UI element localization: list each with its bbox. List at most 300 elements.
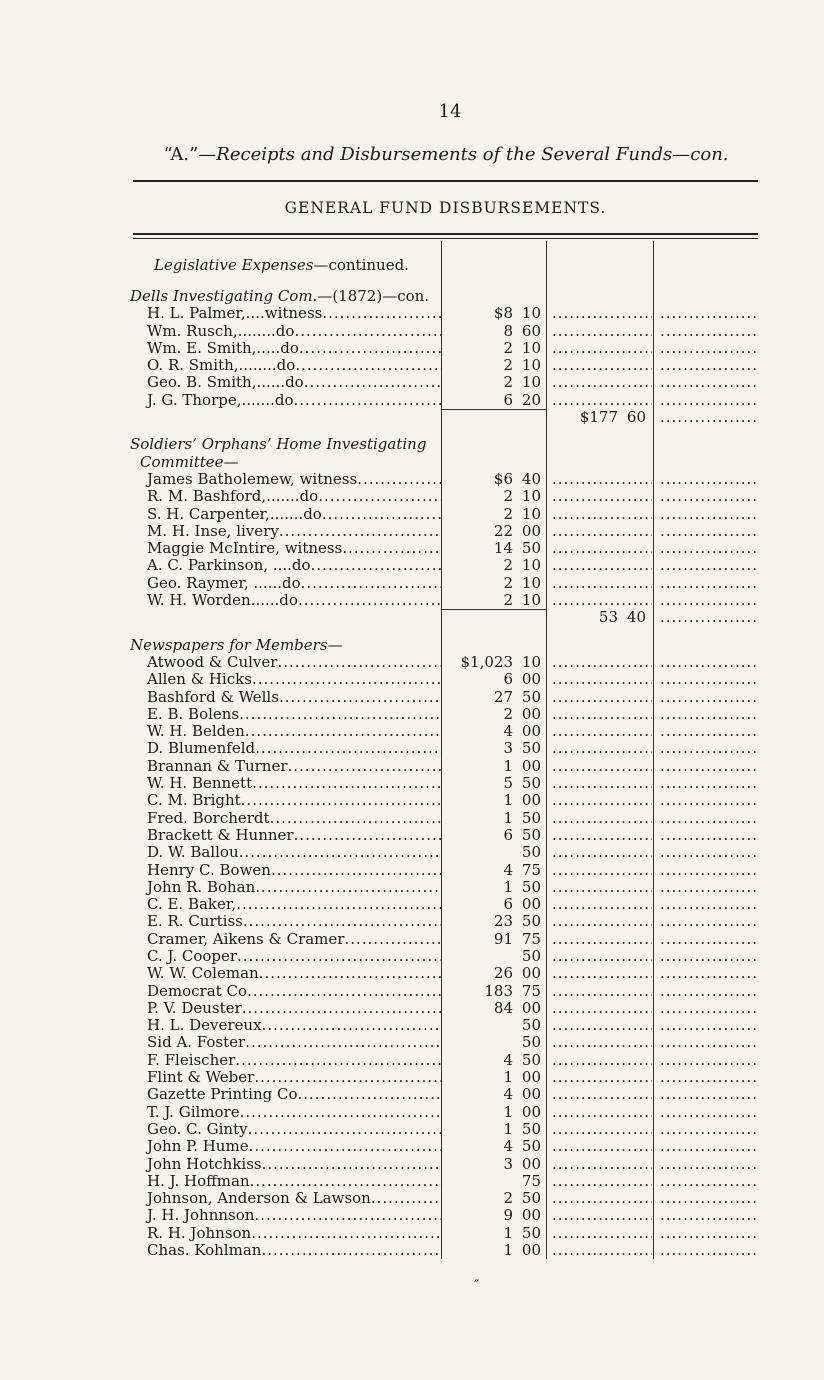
leader-dots — [235, 1052, 442, 1069]
leader-dots — [657, 540, 757, 557]
entry-label — [130, 1000, 442, 1017]
entry-amount — [445, 1156, 541, 1173]
entry-amount — [445, 965, 541, 982]
leader-dots — [657, 357, 757, 374]
entry-amount — [445, 775, 541, 792]
group-title-cell-3 — [657, 637, 757, 654]
leader-dots — [657, 1242, 757, 1259]
entry-name: E. B. Bolens — [147, 705, 240, 723]
entry-dollars: 2 — [503, 505, 513, 523]
entry-amount — [445, 1017, 541, 1034]
table-row-cell-2 — [549, 575, 652, 592]
table-row-cell-1 — [445, 706, 541, 723]
entry-amount — [445, 862, 541, 879]
entry-dollars: 1 — [503, 1069, 513, 1087]
table-row-cell-2 — [549, 827, 652, 844]
entry-name: R. H. Johnson — [147, 1224, 252, 1242]
spacer-cell-1 — [445, 426, 541, 436]
leader-dots — [657, 758, 757, 775]
table-row-cell-3 — [657, 983, 757, 1000]
spacer-cell-3 — [657, 426, 757, 436]
leader-dots — [657, 340, 757, 357]
table-row-cell-2 — [549, 488, 652, 505]
entry-label — [130, 374, 442, 391]
entry-dollars: 23 — [493, 913, 513, 931]
entry-amount — [445, 523, 541, 540]
table-row-cell-0 — [130, 323, 442, 340]
entry-label — [130, 931, 442, 948]
entry-name: Maggie McIntire, witness — [147, 540, 343, 558]
entry-label — [130, 844, 442, 861]
entry-dollars: 6 — [503, 671, 513, 689]
table-row-cell-0 — [130, 592, 442, 609]
table-row-cell-3 — [657, 575, 757, 592]
entry-amount — [445, 1190, 541, 1207]
entry-dollars: 6 — [503, 896, 513, 914]
leader-dots — [549, 792, 652, 809]
leader-dots — [549, 862, 652, 879]
table-row-cell-1 — [445, 1017, 541, 1034]
group-total-cell-0 — [130, 609, 442, 626]
entry-label — [130, 1069, 442, 1086]
leader-dots — [657, 965, 757, 982]
group-title-line2-cell-1 — [445, 454, 541, 471]
entry-cents: 00 — [521, 1155, 541, 1173]
entry-label — [130, 540, 442, 557]
table-row-cell-0 — [130, 758, 442, 775]
table-row-cell-2 — [549, 1104, 652, 1121]
entry-amount — [445, 983, 541, 1000]
spacer-cell-3 — [657, 278, 757, 288]
entry-cents: 00 — [521, 1242, 541, 1260]
table-row-cell-0 — [130, 1225, 442, 1242]
table-row-cell-1 — [445, 810, 541, 827]
entry-name: M. H. Inse, livery — [147, 522, 279, 540]
table-row-cell-0 — [130, 1000, 442, 1017]
entry-amount — [445, 810, 541, 827]
entry-dollars: 2 — [503, 592, 513, 610]
entry-name: Sid A. Foster — [147, 1034, 246, 1052]
leader-dots — [657, 810, 757, 827]
group-title-cell-0 — [130, 288, 442, 305]
table-row-cell-1 — [445, 913, 541, 930]
leader-dots — [294, 827, 442, 844]
leader-dots — [549, 1017, 652, 1034]
entry-dollars: 2 — [503, 339, 513, 357]
table-row-cell-0 — [130, 896, 442, 913]
table-row-cell-1 — [445, 792, 541, 809]
table-row-cell-3 — [657, 948, 757, 965]
leader-dots — [657, 896, 757, 913]
entry-cents: 50 — [521, 775, 541, 793]
leader-dots — [549, 1121, 652, 1138]
leader-dots — [344, 931, 442, 948]
leader-dots — [549, 1156, 652, 1173]
entry-dollars: 27 — [493, 688, 513, 706]
entry-name: E. R. Curtiss — [147, 913, 243, 931]
entry-name: C. M. Bright — [147, 792, 241, 810]
leader-dots — [657, 592, 757, 609]
leader-dots — [549, 740, 652, 757]
group-title-cell-3 — [657, 288, 757, 305]
entry-dollars: 91 — [493, 930, 513, 948]
leader-dots — [657, 1017, 757, 1034]
entry-name: O. R. Smith,........do — [147, 357, 296, 375]
entry-amount — [445, 488, 541, 505]
entry-label — [130, 983, 442, 1000]
entry-name: H. L. Devereux — [147, 1017, 262, 1035]
entry-dollars: 2 — [503, 488, 513, 506]
entry-cents: 50 — [521, 1190, 541, 1208]
table-row-cell-2 — [549, 862, 652, 879]
entry-label — [130, 1052, 442, 1069]
entry-cents: 00 — [521, 522, 541, 540]
entry-label — [130, 654, 442, 671]
leader-dots — [657, 305, 757, 322]
group-title-text: Newspapers for Members— — [130, 636, 343, 654]
entry-name: Geo. C. Ginty — [147, 1120, 248, 1138]
leader-dots — [240, 1104, 442, 1121]
entry-dollars: 4 — [503, 1138, 513, 1156]
leader-dots — [245, 1034, 442, 1051]
entry-dollars: 1 — [503, 1224, 513, 1242]
leader-dots — [279, 689, 442, 706]
table-row-cell-0 — [130, 862, 442, 879]
table-row-cell-2 — [549, 844, 652, 861]
entry-label — [130, 357, 442, 374]
entry-cents: 50 — [521, 878, 541, 896]
table-row-cell-3 — [657, 827, 757, 844]
entry-name: Wm. E. Smith,.....do — [147, 339, 299, 357]
entry-cents: 00 — [521, 1069, 541, 1087]
entry-label — [130, 758, 442, 775]
table-row-cell-0 — [130, 810, 442, 827]
table-row-cell-1 — [445, 471, 541, 488]
entry-label — [130, 471, 442, 488]
table-row-cell-0 — [130, 374, 442, 391]
entry-dollars: 26 — [493, 965, 513, 983]
group-title-line2-cell-0 — [130, 454, 442, 471]
table-row-cell-0 — [130, 1086, 442, 1103]
table-row-cell-2 — [549, 523, 652, 540]
entry-name: W. H. Bennett — [147, 775, 253, 793]
table-row-cell-0 — [130, 775, 442, 792]
entry-name: D. Blumenfeld — [147, 740, 256, 758]
leader-dots — [311, 557, 442, 574]
table-row-cell-0 — [130, 523, 442, 540]
entry-cents: 10 — [521, 374, 541, 392]
table-row-cell-0 — [130, 723, 442, 740]
running-title-prefix: “A.”— — [163, 144, 217, 165]
leader-dots — [657, 931, 757, 948]
entry-amount — [445, 1069, 541, 1086]
table-row-cell-0 — [130, 1121, 442, 1138]
table-row-cell-0 — [130, 740, 442, 757]
leader-dots — [657, 1086, 757, 1103]
entry-dollars: 2 — [503, 374, 513, 392]
entry-name: Cramer, Aikens & Cramer — [147, 930, 345, 948]
entry-label — [130, 506, 442, 523]
entry-label — [130, 557, 442, 574]
table-row-cell-2 — [549, 913, 652, 930]
entry-amount — [445, 844, 541, 861]
table-row-cell-0 — [130, 1156, 442, 1173]
leader-dots — [271, 862, 442, 879]
amount-column — [445, 252, 541, 1259]
entry-dollars: 4 — [503, 1086, 513, 1104]
table-row-cell-2 — [549, 1017, 652, 1034]
table-row-cell-1 — [445, 1207, 541, 1224]
leader-dots — [262, 1017, 442, 1034]
table-row-cell-3 — [657, 1173, 757, 1190]
entry-cents: 50 — [521, 913, 541, 931]
group-title-text: Soldiers’ Orphans’ Home Investigating — [130, 436, 427, 454]
table-row-cell-3 — [657, 965, 757, 982]
entry-label — [130, 792, 442, 809]
table-row-cell-2 — [549, 392, 652, 409]
entry-cents: 10 — [521, 592, 541, 610]
entry-cents: 00 — [521, 671, 541, 689]
leader-dots — [288, 758, 443, 775]
group-total-dollars: 53 — [598, 609, 618, 627]
table-row-cell-3 — [657, 1121, 757, 1138]
leader-dots — [657, 471, 757, 488]
leader-dots — [549, 323, 652, 340]
total-column — [549, 252, 652, 1259]
leader-dots — [549, 931, 652, 948]
leader-dots — [301, 575, 442, 592]
table-row-cell-1 — [445, 654, 541, 671]
group-total-cell-1 — [445, 409, 541, 426]
entry-name: A. C. Parkinson, ....do — [147, 557, 311, 575]
table-row-cell-3 — [657, 1156, 757, 1173]
table-row-cell-0 — [130, 305, 442, 322]
leader-dots — [657, 1034, 757, 1051]
leader-dots — [657, 827, 757, 844]
entry-name: Allen & Hicks — [147, 671, 252, 689]
entry-dollars: 4 — [503, 861, 513, 879]
entry-name: Flint & Weber — [147, 1069, 255, 1087]
table-row-cell-2 — [549, 896, 652, 913]
leader-dots — [657, 1138, 757, 1155]
leader-dots — [549, 723, 652, 740]
continued-header-cell-1 — [445, 252, 541, 278]
leader-dots — [549, 305, 652, 322]
table-row-cell-2 — [549, 340, 652, 357]
table-row-cell-2 — [549, 775, 652, 792]
entry-amount — [445, 357, 541, 374]
entry-name: H. L. Palmer,....witness — [147, 305, 323, 323]
leader-dots — [549, 1207, 652, 1224]
entry-cents: 60 — [521, 322, 541, 340]
entry-dollars: 6 — [503, 391, 513, 409]
leader-dots — [657, 1207, 757, 1224]
table-row-cell-1 — [445, 689, 541, 706]
entry-label — [130, 305, 442, 322]
leader-dots — [657, 844, 757, 861]
table-row-cell-3 — [657, 506, 757, 523]
table-row-cell-3 — [657, 671, 757, 688]
leader-dots — [236, 896, 442, 913]
leader-dots — [304, 374, 442, 391]
entry-dollars: 8 — [503, 322, 513, 340]
group-title-text: Dells Investigating Com. — [130, 288, 318, 305]
table-row-cell-2 — [549, 1173, 652, 1190]
entry-name: Brackett & Hunner — [147, 826, 294, 844]
leader-dots — [318, 488, 442, 505]
entry-label — [130, 810, 442, 827]
entry-cents: 50 — [521, 826, 541, 844]
table-row-cell-0 — [130, 1069, 442, 1086]
continued-header-title: Legislative Expenses — [154, 256, 314, 274]
table-row-cell-1 — [445, 879, 541, 896]
table-row-cell-0 — [130, 1173, 442, 1190]
table-row-cell-1 — [445, 1173, 541, 1190]
table-row-cell-1 — [445, 1190, 541, 1207]
entry-cents: 40 — [521, 470, 541, 488]
table-row-cell-2 — [549, 323, 652, 340]
leader-dots — [657, 671, 757, 688]
entry-cents: 00 — [521, 1103, 541, 1121]
table-row-cell-1 — [445, 374, 541, 391]
leader-dots — [279, 523, 442, 540]
entry-dollars: 1 — [503, 757, 513, 775]
leader-dots — [549, 471, 652, 488]
entry-cents: 00 — [521, 792, 541, 810]
leader-dots — [657, 1052, 757, 1069]
group-title-cell-1 — [445, 637, 541, 654]
leader-dots — [549, 706, 652, 723]
entry-amount — [445, 540, 541, 557]
entry-dollars: 9 — [503, 1207, 513, 1225]
group-title-line2-cell-2 — [549, 454, 652, 471]
entry-dollars: 2 — [503, 574, 513, 592]
table-row-cell-1 — [445, 844, 541, 861]
entry-name: W. H. Worden......do — [147, 592, 298, 610]
entry-cents: 50 — [521, 540, 541, 558]
table-row-cell-3 — [657, 557, 757, 574]
spacer-cell-2 — [549, 278, 652, 288]
table-row-cell-2 — [549, 671, 652, 688]
entry-label — [130, 1173, 442, 1190]
entry-cents: 50 — [521, 1138, 541, 1156]
entry-name: Gazette Printing Co — [147, 1086, 298, 1104]
group-total-cell-2 — [549, 609, 652, 626]
leader-dots — [255, 879, 442, 896]
group-total-cell-1 — [445, 609, 541, 626]
table-row-cell-0 — [130, 540, 442, 557]
table-row-cell-1 — [445, 965, 541, 982]
table-row-cell-2 — [549, 1242, 652, 1259]
table-row-cell-2 — [549, 723, 652, 740]
entry-label — [130, 879, 442, 896]
table-row-cell-0 — [130, 392, 442, 409]
continued-header-suffix: —continued. — [313, 256, 409, 274]
leader-dots — [549, 488, 652, 505]
entry-dollars: $6 — [493, 470, 513, 488]
table-row-cell-3 — [657, 540, 757, 557]
entry-label — [130, 488, 442, 505]
entry-cents: 00 — [521, 705, 541, 723]
entry-dollars: 84 — [493, 999, 513, 1017]
leader-dots — [254, 1207, 442, 1224]
running-title-main: Receipts and Disbursements of the Several Funds — [216, 144, 673, 165]
leader-dots — [549, 575, 652, 592]
entry-amount — [445, 506, 541, 523]
table-row-cell-3 — [657, 1242, 757, 1259]
group-title-cell-2 — [549, 637, 652, 654]
entry-cents: 10 — [521, 357, 541, 375]
entry-cents: 20 — [521, 391, 541, 409]
entry-label — [130, 706, 442, 723]
group-title-cell-0 — [130, 637, 442, 654]
leader-dots — [252, 671, 442, 688]
leader-dots — [657, 488, 757, 505]
leader-dots — [255, 740, 442, 757]
spacer-cell-0 — [130, 627, 442, 637]
leader-dots — [657, 792, 757, 809]
leader-dots — [657, 1173, 757, 1190]
group-total-cents: 40 — [626, 609, 646, 627]
entry-cents: 10 — [521, 653, 541, 671]
table-row-cell-2 — [549, 374, 652, 391]
entry-cents: 00 — [521, 999, 541, 1017]
table-row-cell-3 — [657, 844, 757, 861]
table-row-cell-3 — [657, 592, 757, 609]
table-row-cell-3 — [657, 689, 757, 706]
entry-dollars: 1 — [503, 878, 513, 896]
entry-cents: 10 — [521, 339, 541, 357]
table-row-cell-3 — [657, 1017, 757, 1034]
group-total-amount — [549, 609, 652, 626]
section-title: GENERAL FUND DISBURSEMENTS. — [284, 199, 607, 217]
table-row-cell-2 — [549, 792, 652, 809]
leader-dots — [295, 357, 442, 374]
table-row-cell-1 — [445, 340, 541, 357]
entry-cents: 10 — [521, 505, 541, 523]
table-row-cell-3 — [657, 471, 757, 488]
table-row-cell-0 — [130, 913, 442, 930]
table-row-cell-2 — [549, 506, 652, 523]
entry-cents: 10 — [521, 574, 541, 592]
leader-dots — [259, 965, 442, 982]
table-row-cell-2 — [549, 1121, 652, 1138]
table-row-cell-1 — [445, 592, 541, 609]
entry-amount — [445, 879, 541, 896]
group-title-cell-1 — [445, 436, 541, 453]
table-row-cell-3 — [657, 374, 757, 391]
table-row-cell-3 — [657, 740, 757, 757]
entry-cents: 75 — [521, 930, 541, 948]
group-total-cell-2 — [549, 409, 652, 426]
table-row-cell-1 — [445, 323, 541, 340]
table-row-cell-3 — [657, 758, 757, 775]
entry-amount — [445, 827, 541, 844]
table-row-cell-0 — [130, 1052, 442, 1069]
group-title-cell-3 — [657, 436, 757, 453]
entry-amount — [445, 671, 541, 688]
leader-dots — [241, 792, 442, 809]
table-row-cell-3 — [657, 523, 757, 540]
entry-cents: 10 — [521, 557, 541, 575]
leader-dots — [657, 1190, 757, 1207]
entry-label — [130, 575, 442, 592]
table-top-rule-2 — [133, 238, 758, 239]
leader-dots — [549, 671, 652, 688]
table-row-cell-3 — [657, 1052, 757, 1069]
entry-amount — [445, 689, 541, 706]
entry-label — [130, 1017, 442, 1034]
